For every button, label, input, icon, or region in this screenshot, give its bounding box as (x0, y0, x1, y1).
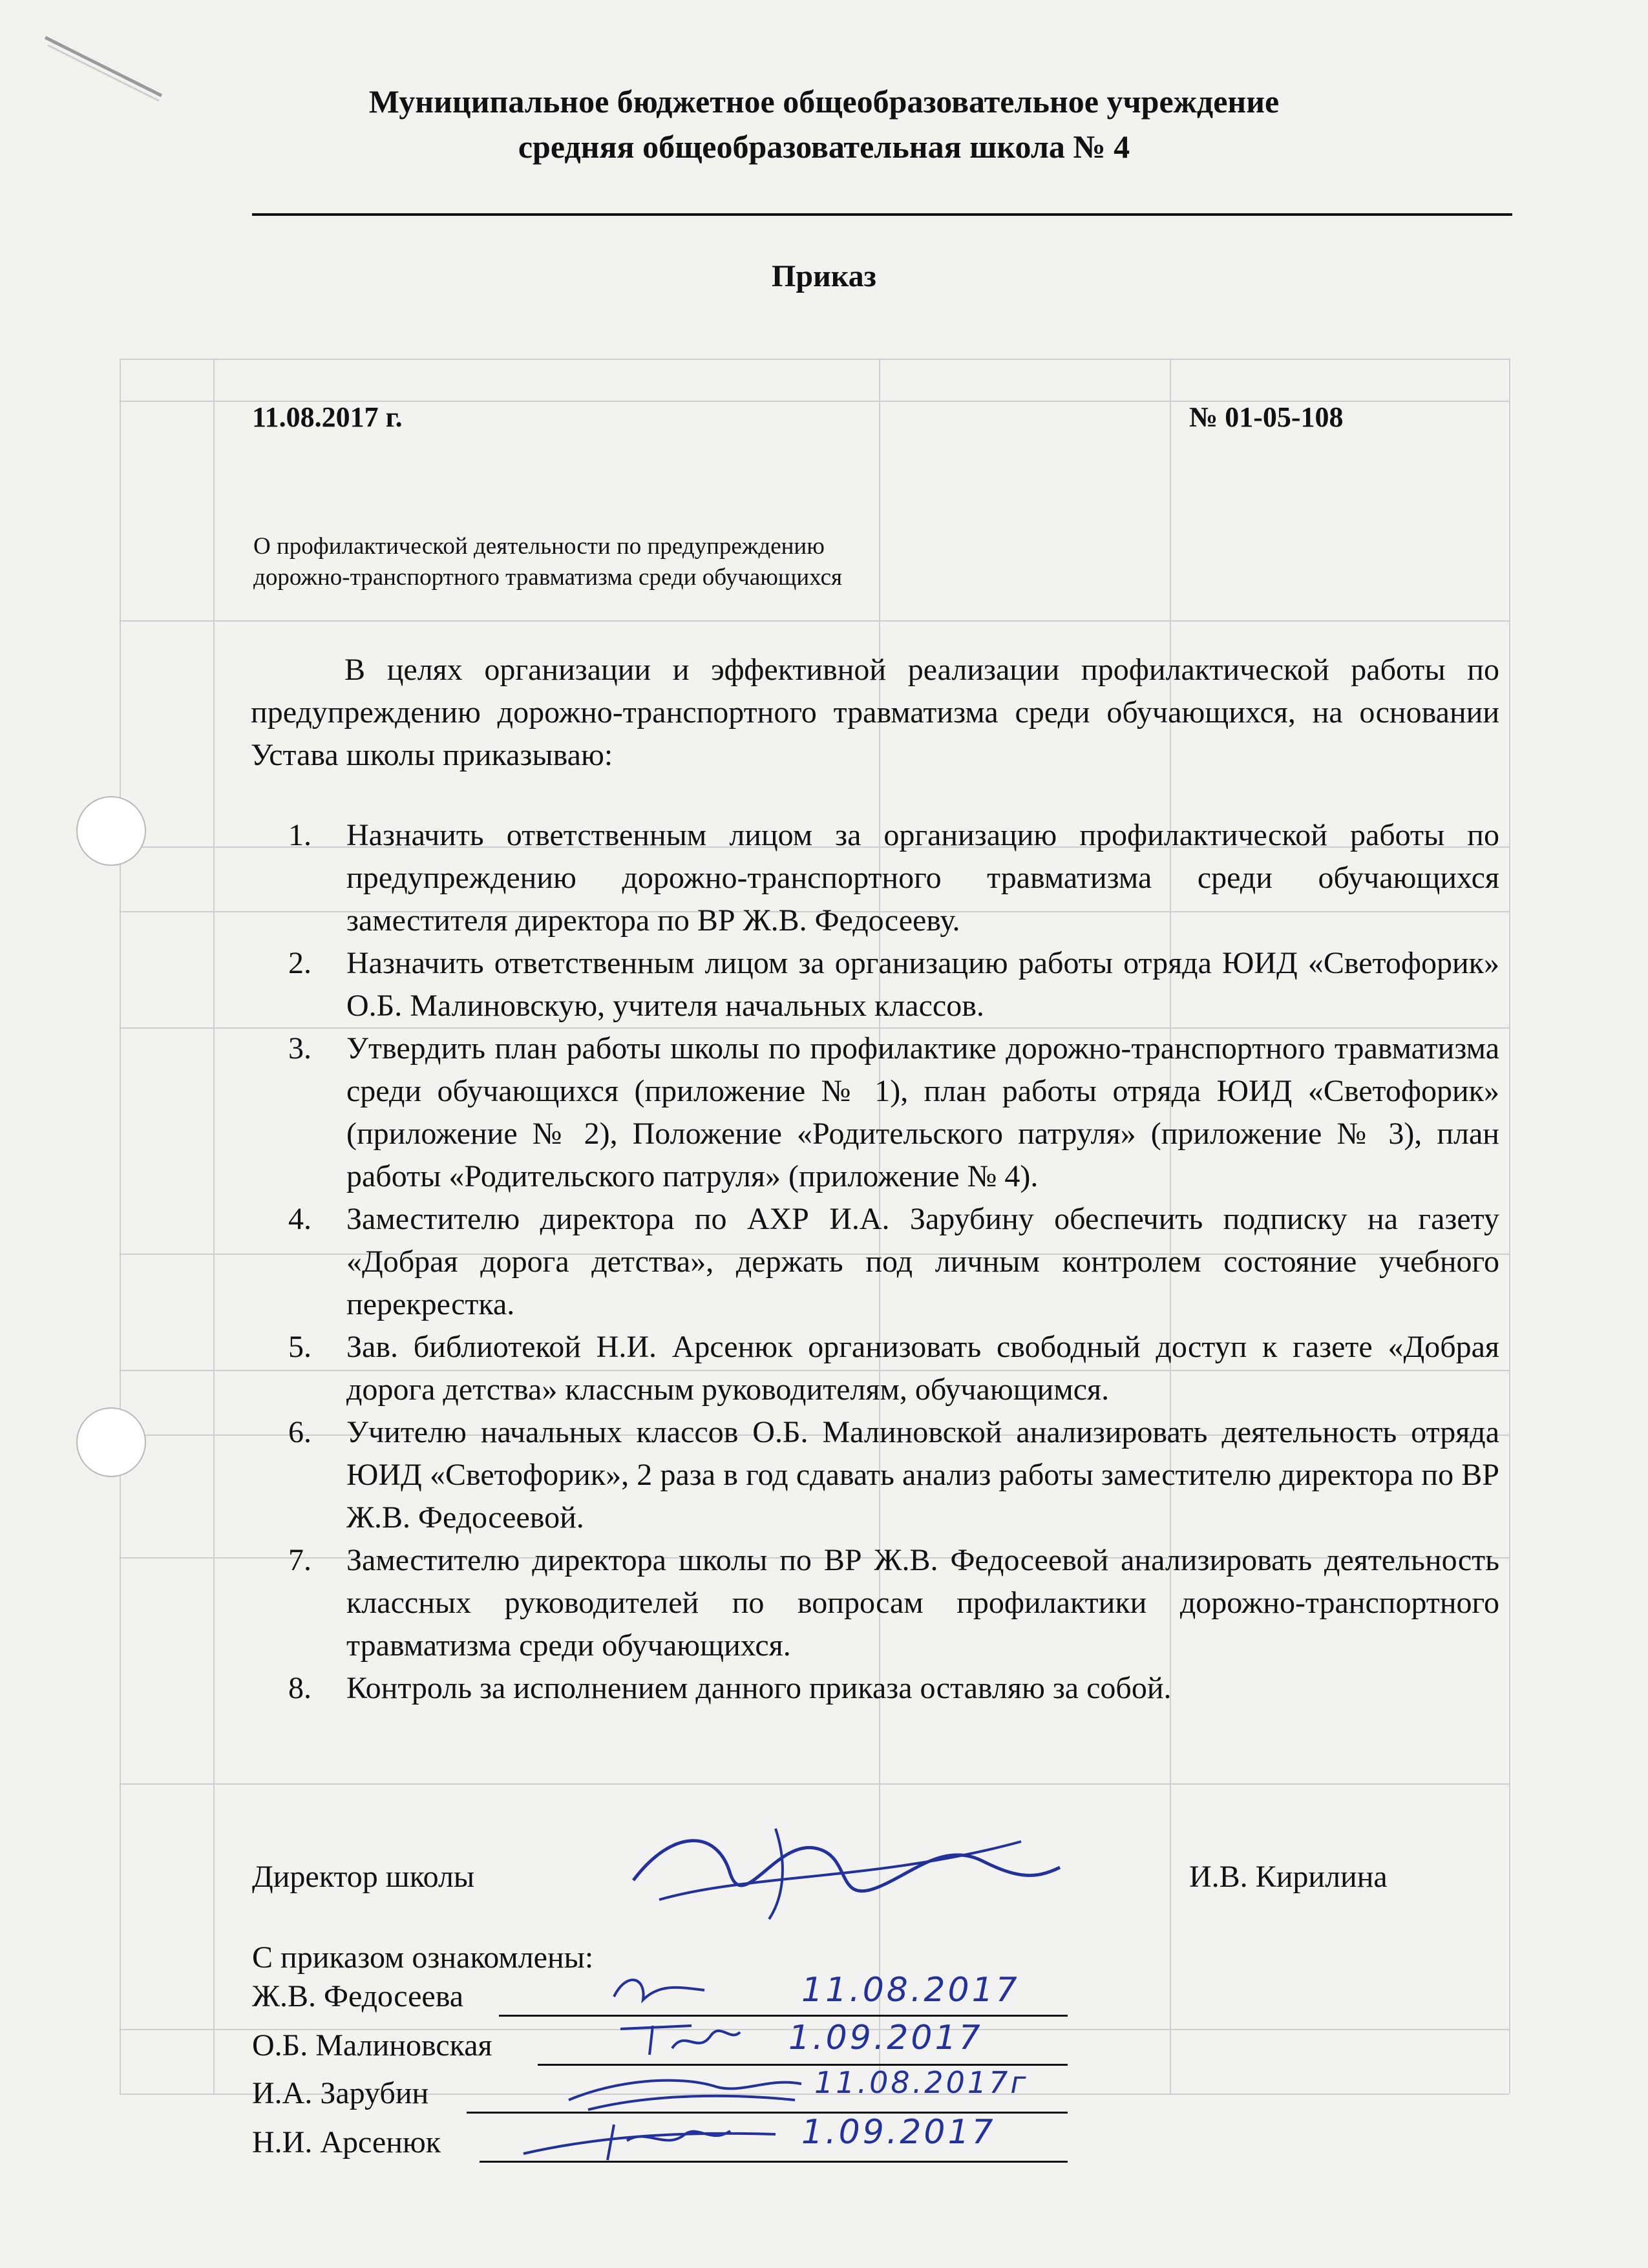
item-text: Назначить ответственным лицом за организацию профилактической работы по предупреждению дорожно-транспортного травматизма среди обучающихся заместителя директора по ВР Ж.В. Федосееву. (346, 818, 1499, 938)
handwritten-date: 11.08.2017 (801, 1971, 1020, 2010)
item-number: 1. (288, 818, 312, 852)
item-number: 6. (288, 1415, 312, 1449)
item-text: Учителю начальных классов О.Б. Малиновской анализировать деятельность отряда ЮИД «Светофорик», 2 раза в год сдавать анализ работы заместителю директора по ВР Ж.В. Федосеевой. (346, 1415, 1499, 1535)
signatory-title: Директор школы (252, 1860, 475, 1894)
handwritten-signature (517, 2105, 788, 2170)
ack-row (252, 1979, 463, 2014)
document-title: Приказ (772, 259, 876, 293)
item-text: Утвердить план работы школы по профилактике дорожно-транспортного травматизма среди обучающихся (приложение № 1), план работы отряда ЮИД «Светофорик» (приложение № 2), Положение «Родительского патруля» (приложение № 3), план работы «Родительского патруля» (приложение № 4). (346, 1031, 1499, 1193)
ack-row (252, 2028, 492, 2063)
ack-person-name: И.А. Зарубин (252, 2076, 429, 2110)
order-item (251, 1667, 1499, 1710)
item-number: 3. (288, 1031, 312, 1066)
punch-hole-top (76, 796, 146, 866)
item-text: Контроль за исполнением данного приказа оставляю за собой. (346, 1671, 1172, 1705)
ack-person-name: О.Б. Малиновская (252, 2028, 492, 2063)
ack-person-name: Н.И. Арсенюк (252, 2125, 441, 2159)
director-signature (620, 1803, 1073, 1932)
director-name: И.В. Кирилина (1189, 1860, 1388, 1894)
acknowledgement-title: С приказом ознакомлены: (252, 1940, 594, 1975)
handwritten-date: 1.09.2017 (788, 2019, 983, 2057)
order-preamble: В целях организации и эффективной реализации профилактической работы по предупреждению дорожно-транспортного травматизма среди обучающихся, на основании Устава школы приказываю: (251, 653, 1499, 772)
handwritten-signature (607, 1964, 711, 2016)
institution-name-line2: средняя общеобразовательная школа № 4 (518, 129, 1130, 165)
institution-name-line1: Муниципальное бюджетное общеобразовательное учреждение (368, 83, 1280, 120)
order-item (251, 1027, 1499, 1198)
subject-line1: О профилактической деятельности по предупреждению (253, 533, 825, 560)
header-divider (252, 213, 1512, 216)
ack-person-name: Ж.В. Федосеева (252, 1979, 464, 2013)
item-number: 4. (288, 1202, 312, 1236)
order-item (251, 814, 1499, 942)
order-item (251, 1326, 1499, 1411)
punch-hole-bottom (76, 1407, 146, 1477)
order-item (251, 1539, 1499, 1667)
item-number: 5. (288, 1330, 312, 1364)
order-date: 11.08.2017 г. (252, 401, 403, 433)
handwritten-date: 1.09.2017 (801, 2113, 996, 2152)
ack-row (252, 2125, 441, 2160)
item-text: Назначить ответственным лицом за организацию работы отряда ЮИД «Светофорик» О.Б. Малиновскую, учителя начальных классов. (346, 946, 1499, 1023)
order-item (251, 1411, 1499, 1539)
order-subject (253, 531, 1158, 593)
item-text: Заместителю директора школы по ВР Ж.В. Федосеевой анализировать деятельность классных руководителей по вопросам профилактики дорожно-транспортного травматизма среди обучающихся. (346, 1543, 1499, 1663)
order-items-list (251, 814, 1499, 1710)
ack-row (252, 2075, 428, 2111)
order-item (251, 942, 1499, 1027)
item-text: Зав. библиотекой Н.И. Арсенюк организовать свободный доступ к газете «Добрая дорога детства» классным руководителям, обучающимся. (346, 1330, 1499, 1407)
order-item (251, 1198, 1499, 1326)
order-number: № 01-05-108 (1189, 401, 1344, 433)
handwritten-date: 11.08.2017г (814, 2065, 1029, 2100)
item-text: Заместителю директора по АХР И.А. Зарубину обеспечить подписку на газету «Добрая дорога детства», держать под личным контролем состояние учебного перекрестка. (346, 1202, 1499, 1321)
item-number: 2. (288, 946, 312, 980)
item-number: 8. (288, 1671, 312, 1705)
ack-signature-line (499, 2015, 1068, 2017)
subject-line2: дорожно-транспортного травматизма среди обучающихся (253, 564, 843, 591)
item-number: 7. (288, 1543, 312, 1577)
